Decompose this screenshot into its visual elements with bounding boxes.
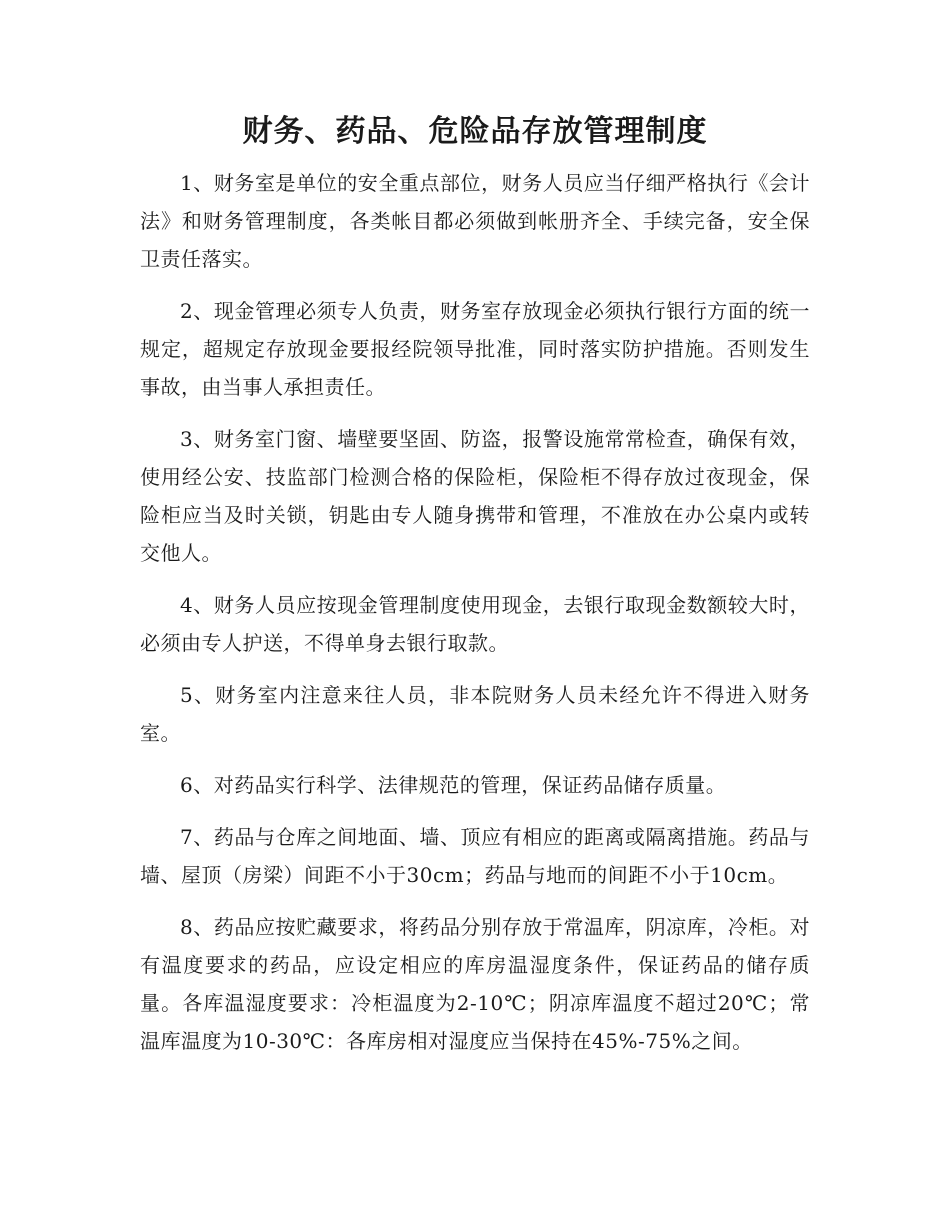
paragraph-4: 4、财务人员应按现金管理制度使用现金，去银行取现金数额较大时，必须由专人护送，不得单身去银行取款。: [140, 593, 810, 655]
paragraph-1: 1、财务室是单位的安全重点部位，财务人员应当仔细严格执行《会计法》和财务管理制度，各类帐目都必须做到帐册齐全、手续完备，安全保卫责任落实。: [140, 171, 810, 271]
document-body: [140, 164, 810, 1074]
paragraph-8: 8、药品应按贮藏要求，将药品分别存放于常温库，阴凉库，冷柜。对有温度要求的药品，应设定相应的库房温湿度条件，保证药品的储存质量。各库温湿度要求：冷柜温度为2-10℃；阴凉库温度不超过20℃；常温库温度为10-30℃：各库房相对湿度应当保持在45%-75%之间。: [140, 915, 810, 1053]
paragraph-7: 7、药品与仓库之间地面、墙、顶应有相应的距离或隔离措施。药品与墙、屋顶（房梁）间距不小于30cm；药品与地而的间距不小于10cm。: [140, 825, 810, 887]
document-title: 财务、药品、危险品存放管理制度: [242, 114, 708, 149]
paragraph-2: 2、现金管理必须专人负责，财务室存放现金必须执行银行方面的统一规定，超规定存放现金要报经院领导批准，同时落实防护措施。否则发生事故，由当事人承担责任。: [140, 299, 810, 399]
paragraph-6: 6、对药品实行科学、法律规范的管理，保证药品储存质量。: [180, 773, 727, 797]
paragraph-3: 3、财务室门窗、墙壁要坚固、防盗，报警设施常常检查，确保有效，使用经公安、技监部门检测合格的保险柜，保险柜不得存放过夜现金，保险柜应当及时关锁，钥匙由专人随身携带和管理，不准放在办公桌内或转交他人。: [140, 427, 810, 565]
paragraph-5: 5、财务室内注意来往人员，非本院财务人员未经允许不得进入财务室。: [140, 683, 810, 745]
